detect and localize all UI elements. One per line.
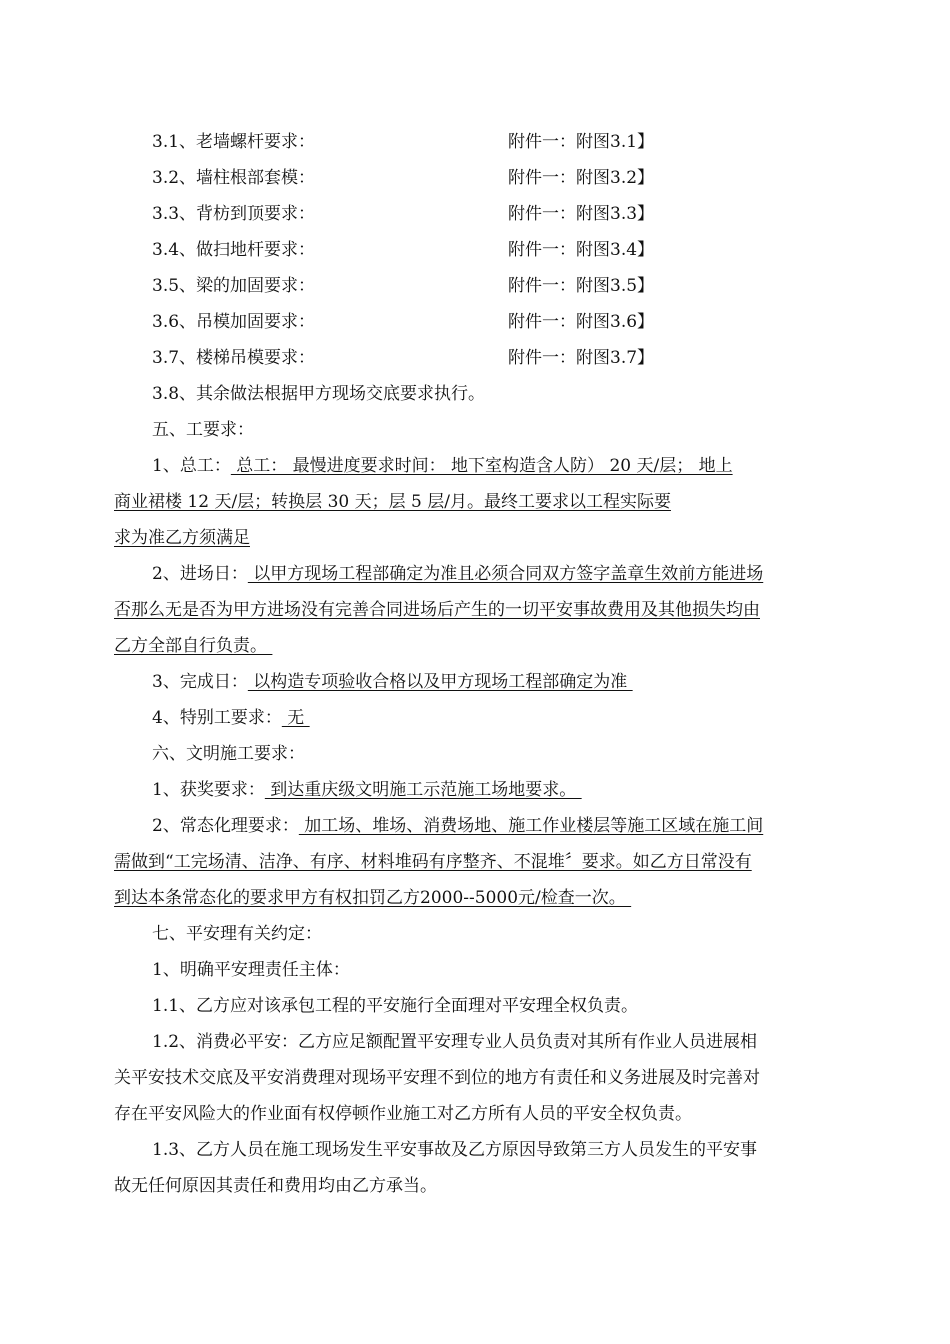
- item-ref: 附件一：附图3.2】: [508, 168, 655, 188]
- s6-p2-value: 加工场、堆场、消费场地、施工作业楼层等施工区域在施工间: [298, 816, 764, 836]
- s7-p1-2-line3: 存在平安风险大的作业面有权停顿作业施工对乙方所有人员的平安全权负责。: [114, 1104, 692, 1124]
- item-label: 3.1、老墙螺杆要求：: [152, 132, 316, 152]
- item-label: 3.5、梁的加固要求：: [152, 276, 316, 296]
- s6-p2-line3: 到达本条常态化的要求甲方有权扣罚乙方2000--5000元/检查一次。: [114, 888, 632, 908]
- s7-p1-3-line1: 1.3、乙方人员在施工现场发生平安事故及乙方原因导致第三方人员发生的平安事: [152, 1140, 758, 1160]
- s5-p3-label: 3、完成日：: [152, 672, 248, 692]
- s7-p1: 1、明确平安理责任主体：: [152, 960, 350, 980]
- item-ref: 附件一：附图3.4】: [508, 240, 655, 260]
- s7-p1-2-line2: 关平安技术交底及平安消费理对现场平安理不到位的地方有责任和义务进展及时完善对: [114, 1068, 760, 1088]
- s6-p2-label: 2、常态化理要求：: [152, 816, 299, 836]
- section-5-heading: 五、工要求：: [152, 420, 254, 440]
- item-3-3: [152, 202, 655, 226]
- s6-p1: [152, 778, 582, 802]
- item-3-4: [152, 238, 655, 262]
- s5-p4-label: 4、特别工要求：: [152, 708, 282, 728]
- item-ref: 附件一：附图3.1】: [508, 132, 655, 152]
- s5-p2-label: 2、进场日：: [152, 564, 248, 584]
- item-3-2: [152, 166, 655, 190]
- item-3-7: [152, 346, 655, 370]
- s5-p1-line3: 求为准乙方须满足: [114, 528, 250, 548]
- s6-p1-label: 1、获奖要求：: [152, 780, 265, 800]
- item-ref: 附件一：附图3.3】: [508, 204, 655, 224]
- s6-p2-line1: [152, 814, 763, 838]
- item-ref: 附件一：附图3.6】: [508, 312, 655, 332]
- item-ref: 附件一：附图3.5】: [508, 276, 655, 296]
- s6-p2-line2: 需做到“工完场清、洁净、有序、材料堆码有序整齐、不混堆〞要求。如乙方日常没有: [114, 852, 752, 872]
- section-7-heading: 七、平安理有关约定：: [152, 924, 322, 944]
- s5-p4-value: 无: [281, 708, 310, 728]
- item-label: 3.4、做扫地杆要求：: [152, 240, 316, 260]
- s5-p1-label: 1、总工：: [152, 456, 231, 476]
- s5-p2-line1: [152, 562, 763, 586]
- s5-p1-line2: 商业裙楼 12 天/层；转换层 30 天；层 5 层/月。最终工要求以工程实际要: [114, 492, 671, 512]
- item-ref: 附件一：附图3.7】: [508, 348, 655, 368]
- item-label: 3.2、墙柱根部套模：: [152, 168, 316, 188]
- s5-p1-value: 总工： 最慢进度要求时间： 地下室构造含人防） 20 天/层； 地上: [230, 456, 733, 476]
- item-3-6: [152, 310, 655, 334]
- item-3-1: [152, 130, 655, 154]
- s7-p1-2-line1: 1.2、消费必平安：乙方应足额配置平安理专业人员负责对其所有作业人员进展相: [152, 1032, 758, 1052]
- s7-p1-1: 1.1、乙方应对该承包工程的平安施行全面理对平安理全权负责。: [152, 996, 639, 1016]
- s7-p1-3-line2: 故无任何原因其责任和费用均由乙方承当。: [114, 1176, 437, 1196]
- s5-p2-value: 以甲方现场工程部确定为准且必须合同双方签字盖章生效前方能进场: [247, 564, 764, 584]
- item-label: 3.7、楼梯吊模要求：: [152, 348, 316, 368]
- s5-p2-line2: 否那么无是否为甲方进场没有完善合同进场后产生的一切平安事故费用及其他损失均由: [114, 600, 760, 620]
- s6-p1-value: 到达重庆级文明施工示范施工场地要求。: [264, 780, 582, 800]
- s5-p2-line3: 乙方全部自行负责。: [114, 636, 273, 656]
- s5-p4: [152, 706, 310, 730]
- item-3-8: 3.8、其余做法根据甲方现场交底要求执行。: [152, 384, 486, 404]
- item-label: 3.6、吊模加固要求：: [152, 312, 316, 332]
- section-6-heading: 六、文明施工要求：: [152, 744, 305, 764]
- s5-p1-line1: [152, 454, 733, 478]
- s5-p3: [152, 670, 633, 694]
- s5-p3-value: 以构造专项验收合格以及甲方现场工程部确定为准: [247, 672, 633, 692]
- item-3-5: [152, 274, 655, 298]
- item-label: 3.3、背枋到顶要求：: [152, 204, 316, 224]
